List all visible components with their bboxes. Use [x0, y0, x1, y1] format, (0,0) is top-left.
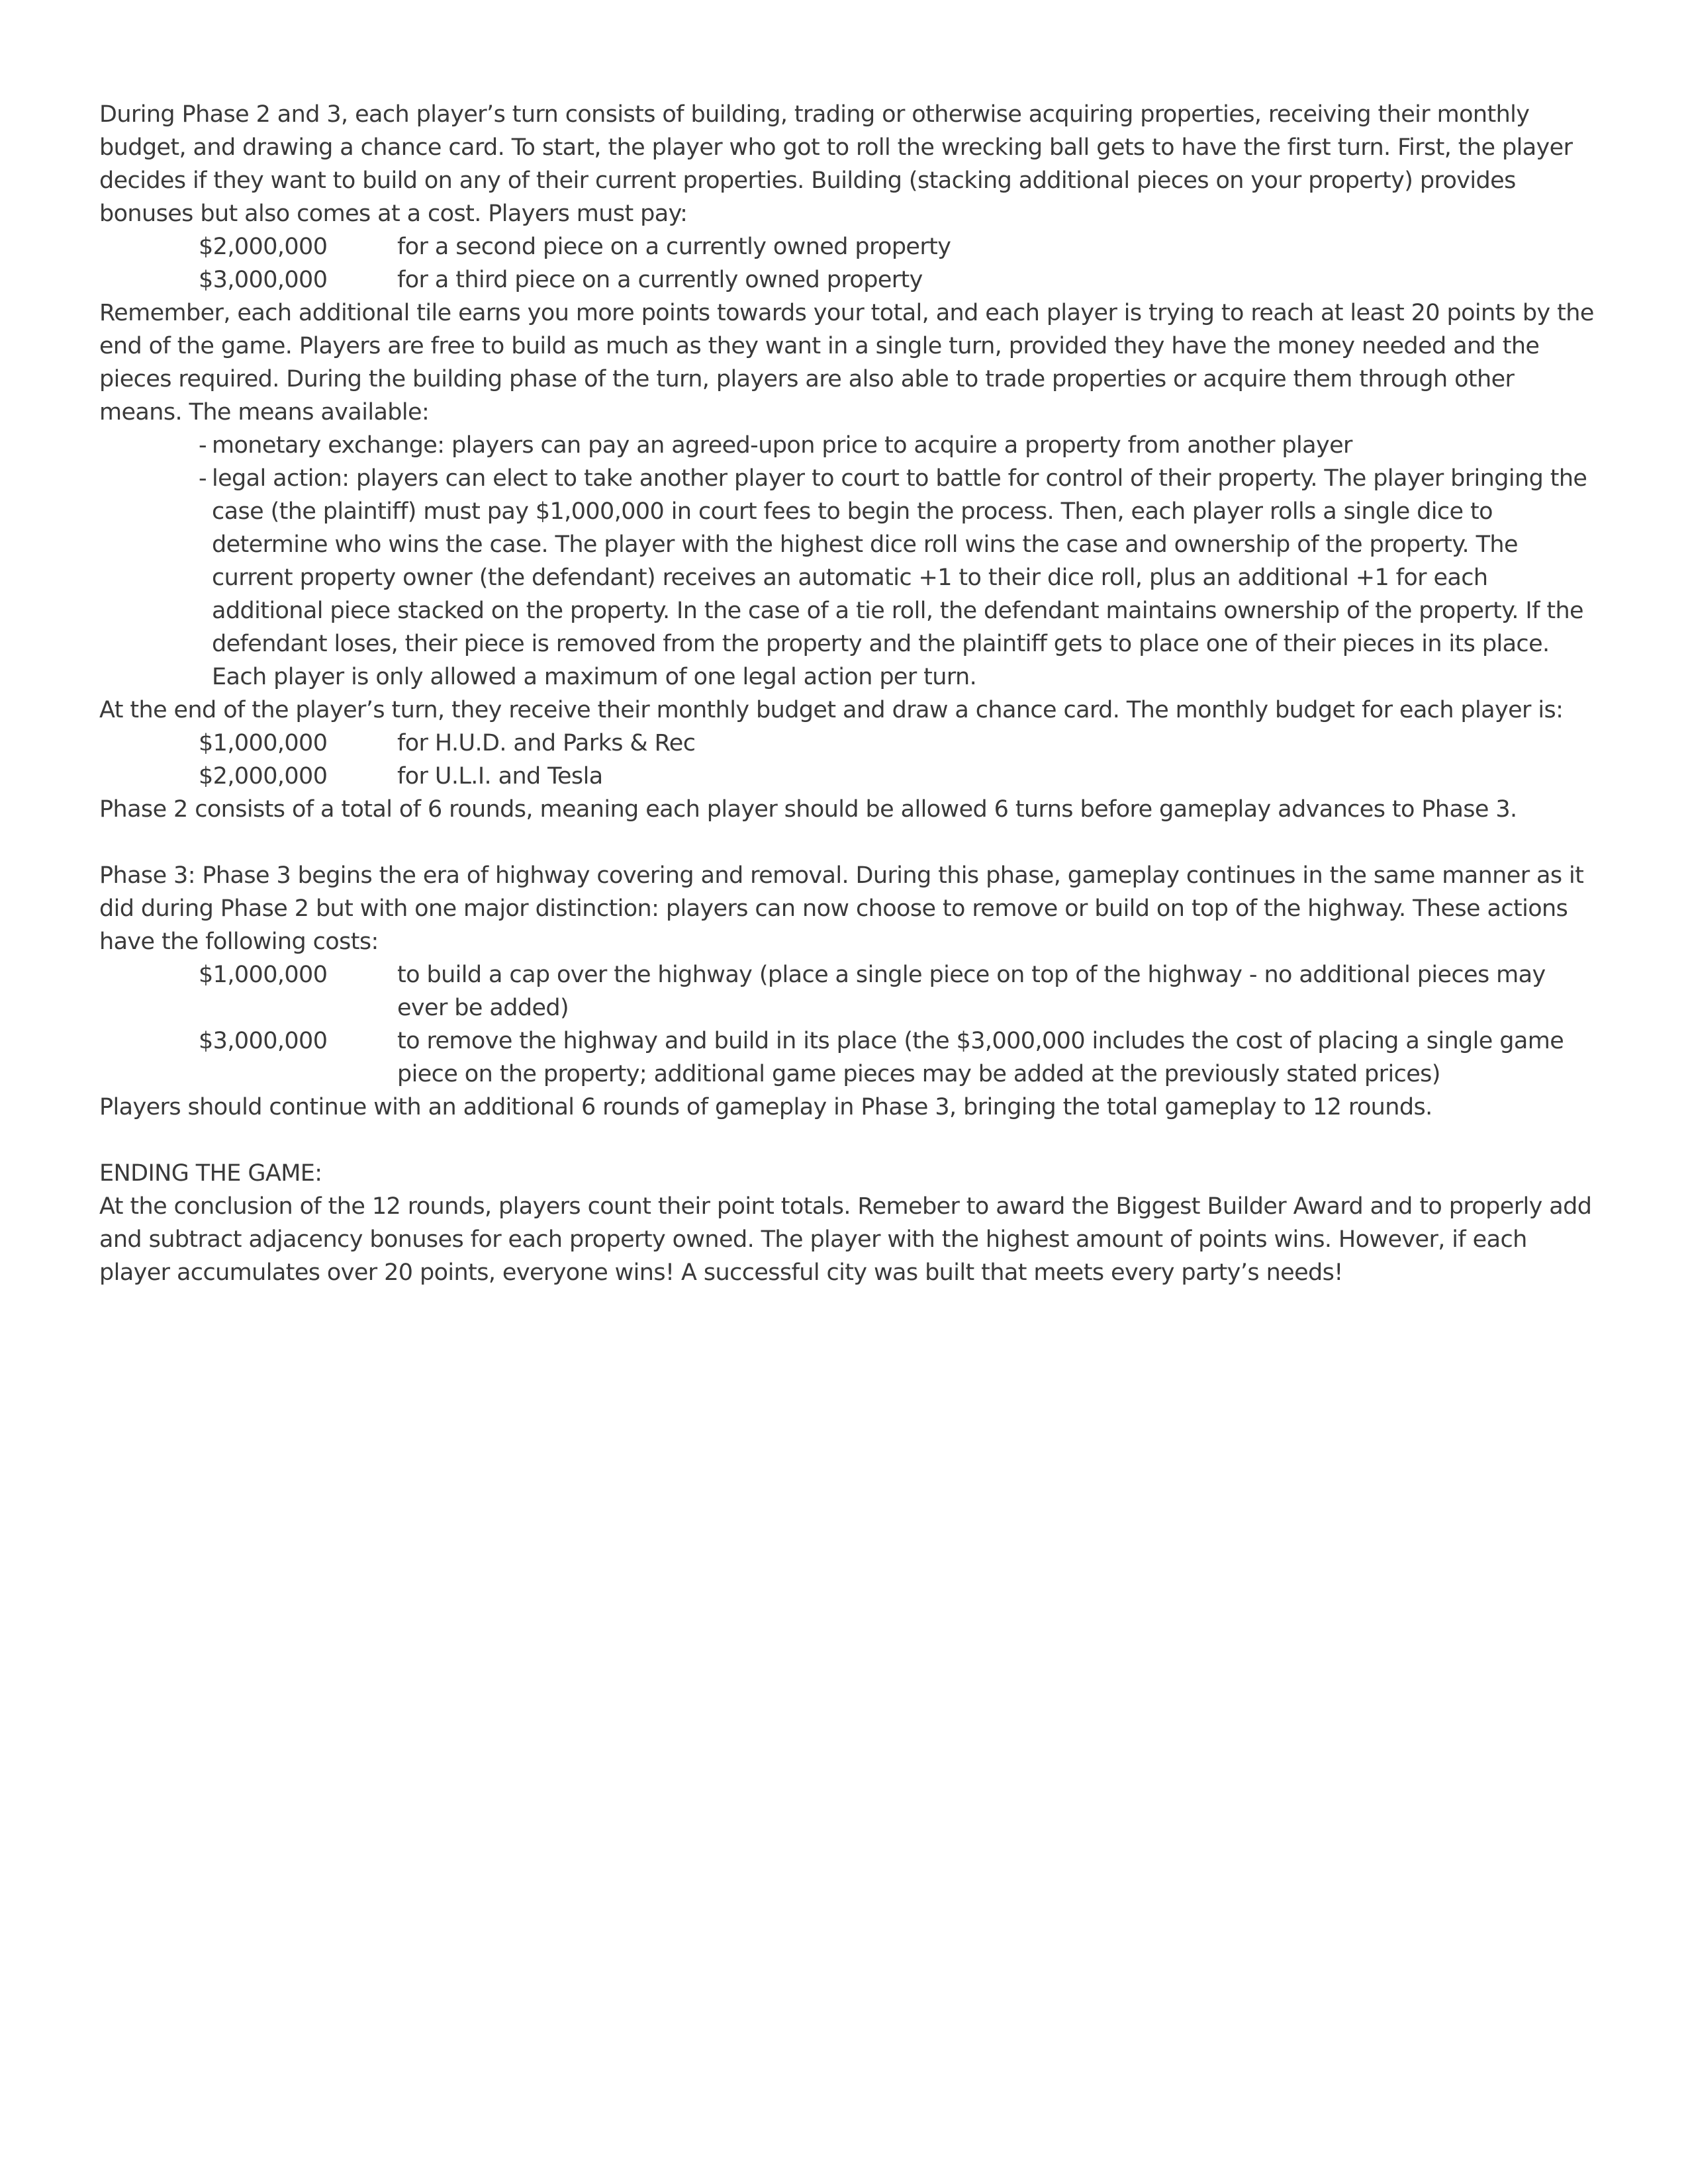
paragraph-spacer: [99, 826, 1595, 859]
means-list-item: [199, 462, 1595, 694]
rules-page: [99, 98, 1595, 1289]
means-item-text: legal action: players can elect to take another player to court to battle for control of their property. The player bringing the case (the plaintiff) must pay $1,000,000 in court fees to begin the process. Then, each player rolls a single dice to determine who wins the case. The player with the highest dice roll wins the case and ownership of the property. The current property owner (the defendant) receives an automatic +1 to their dice roll, plus an additional +1 for each additional piece stacked on the property. In the case of a tie roll, the defendant maintains ownership of the property. If the defendant loses, their piece is removed from the property and the plaintiff gets to place one of their pieces in its place. Each player is only allowed a maximum of one legal action per turn.: [212, 465, 1587, 690]
bullet-dash: -: [199, 432, 207, 459]
phase2-rounds-paragraph: Phase 2 consists of a total of 6 rounds, meaning each player should be allowed 6 turns before gameplay advances to Phase 3.: [99, 796, 1517, 823]
budget-amount: $1,000,000: [199, 730, 328, 756]
ending-paragraph: At the conclusion of the 12 rounds, players count their point totals. Remeber to award the Biggest Builder Award and to properly add and subtract adjacency bonuses for each property owned. The player with the highest amount of points wins. However, if each player accumulates over 20 points, everyone wins! A successful city was built that meets every party’s needs!: [99, 1193, 1592, 1286]
remember-paragraph: Remember, each additional tile earns you more points towards your total, and each player is trying to reach at least 20 points by the end of the game. Players are free to build as much as they want in a single turn, provided they have the money needed and the pieces required. During the building phase of the turn, players are also able to trade properties or acquire them through other means. The means available:: [99, 300, 1594, 426]
means-item-text: monetary exchange: players can pay an agreed-upon price to acquire a property from another player: [212, 432, 1352, 459]
highway-cost-amount: $3,000,000: [199, 1028, 328, 1054]
budget-description: for H.U.D. and Parks & Rec: [397, 730, 696, 756]
phase3-rounds-paragraph: Players should continue with an additional 6 rounds of gameplay in Phase 3, bringing the total gameplay to 12 rounds.: [99, 1094, 1432, 1120]
highway-cost-row: [99, 958, 1595, 1024]
build-cost-description: for a second piece on a currently owned property: [397, 234, 951, 260]
highway-cost-row: [99, 1024, 1595, 1091]
build-cost-row: [99, 230, 1595, 263]
bullet-dash: -: [199, 465, 207, 492]
phase3-intro-paragraph: Phase 3: Phase 3 begins the era of highway covering and removal. During this phase, gameplay continues in the same manner as it did during Phase 2 but with one major distinction: players can now choose to remove or build on top of the highway. These actions have the following costs:: [99, 862, 1584, 955]
budget-amount: $2,000,000: [199, 763, 328, 790]
build-cost-row: [99, 263, 1595, 296]
budget-row: [99, 727, 1595, 760]
build-cost-description: for a third piece on a currently owned property: [397, 267, 923, 293]
budget-description: for U.L.I. and Tesla: [397, 763, 603, 790]
means-list-item: [199, 429, 1595, 462]
turn-overview-paragraph: During Phase 2 and 3, each player’s turn consists of building, trading or otherwise acquiring properties, receiving their monthly budget, and drawing a chance card. To start, the player who got to roll the wrecking ball gets to have the first turn. First, the player decides if they want to build on any of their current properties. Building (stacking additional pieces on your property) provides bonuses but also comes at a cost. Players must pay:: [99, 101, 1573, 227]
budget-row: [99, 760, 1595, 793]
build-cost-amount: $3,000,000: [199, 267, 328, 293]
paragraph-spacer: [99, 1124, 1595, 1157]
highway-cost-description: to build a cap over the highway (place a single piece on top of the highway - no additional pieces may ever be added): [397, 962, 1546, 1021]
build-cost-amount: $2,000,000: [199, 234, 328, 260]
end-of-turn-paragraph: At the end of the player’s turn, they receive their monthly budget and draw a chance card. The monthly budget for each player is:: [99, 697, 1564, 723]
highway-cost-amount: $1,000,000: [199, 962, 328, 988]
highway-cost-description: to remove the highway and build in its place (the $3,000,000 includes the cost of placing a single game piece on the property; additional game pieces may be added at the previously stated prices): [397, 1028, 1564, 1087]
ending-heading: ENDING THE GAME:: [99, 1160, 322, 1187]
